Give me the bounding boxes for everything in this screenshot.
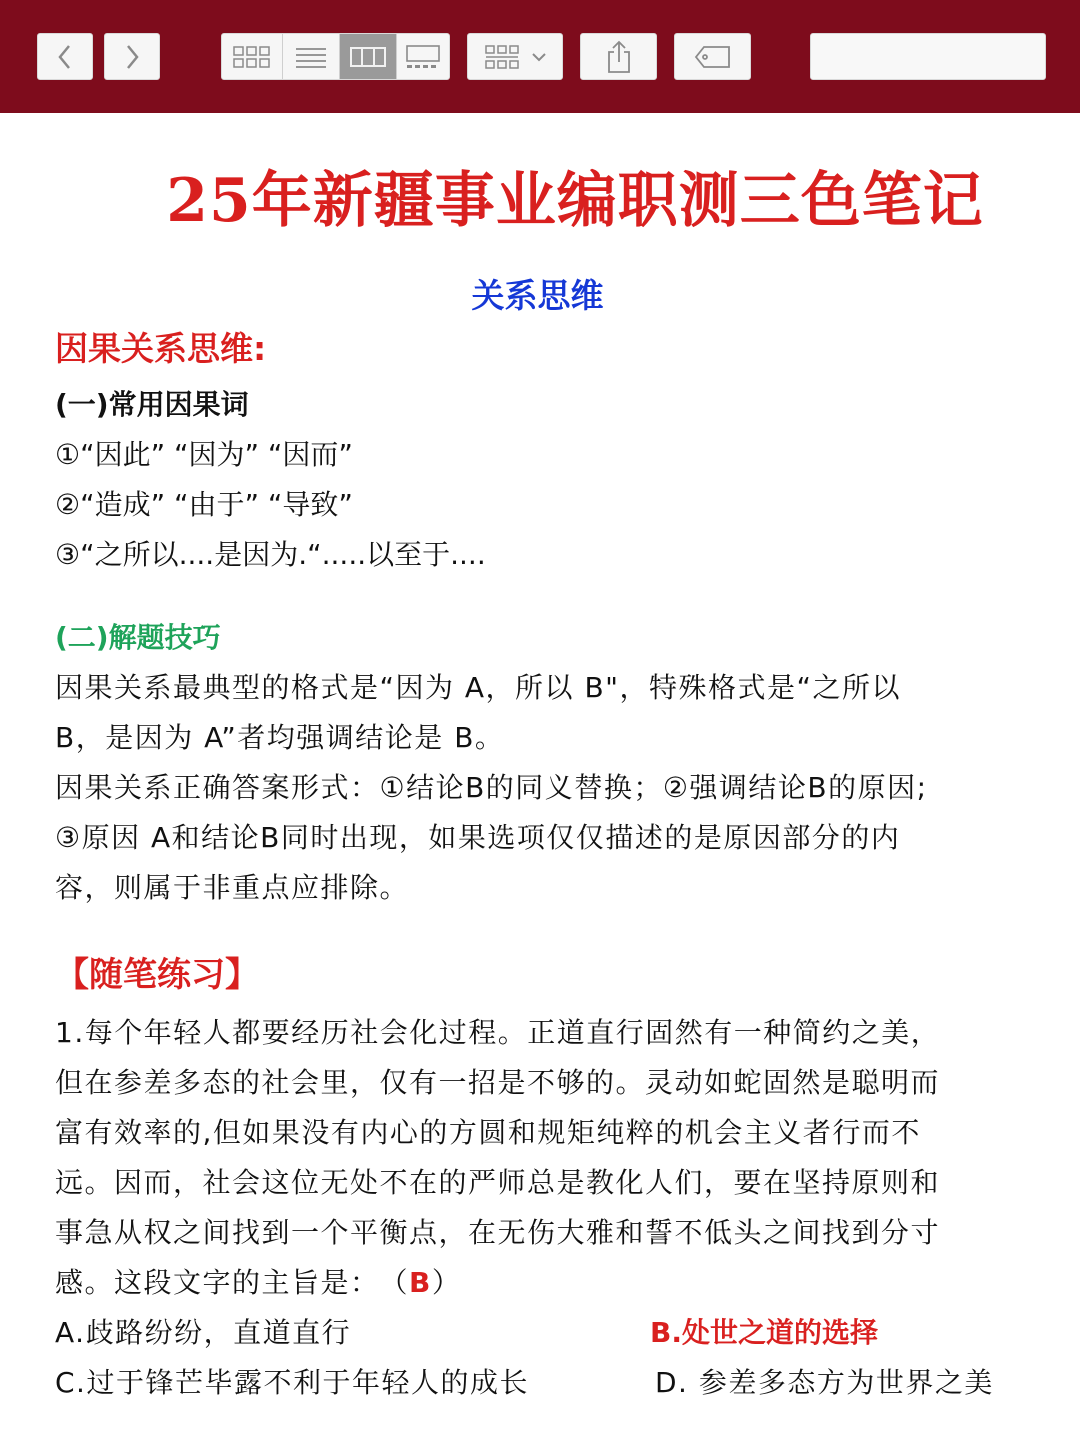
option-c: C.过于锋芒毕露不利于年轻人的成长 (55, 1366, 529, 1399)
grid-view-button[interactable] (222, 34, 282, 79)
forward-button[interactable] (104, 33, 160, 80)
view-mode-switcher (221, 33, 450, 80)
search-field[interactable] (810, 33, 1046, 80)
chevron-left-icon (55, 43, 75, 71)
document-page (0, 113, 1080, 1440)
option-b: B.处世之道的选择 (650, 1316, 878, 1349)
search-input[interactable] (823, 36, 1076, 78)
group-by-icon (482, 44, 522, 70)
answer-close: ） (431, 1266, 462, 1299)
cause-word-item: ③“之所以....是因为.“.....以至于.... (55, 538, 486, 571)
page-title: 25年新疆事业编职测三色笔记 (166, 166, 984, 236)
question-line: 1.每个年轻人都要经历社会化过程。正道直行固然有一种简约之美， (55, 1016, 941, 1049)
question-line: 但在参差多态的社会里，仅有一招是不够的。灵动如蛇固然是聪明而 (55, 1066, 941, 1099)
group-by-button[interactable] (467, 33, 563, 80)
part1-heading: (一)常用因果词 (55, 388, 249, 421)
question-line: 事急从权之间找到一个平衡点，在无伤大雅和誓不低头之间找到分寸 (55, 1216, 941, 1249)
share-button[interactable] (580, 33, 657, 80)
part2-heading: (二)解题技巧 (55, 621, 221, 654)
gallery-view-button[interactable] (396, 34, 449, 79)
practice-heading: 【随笔练习】 (55, 955, 259, 995)
column-view-button[interactable] (339, 34, 396, 79)
technique-line: 因果关系正确答案形式：①结论B的同义替换；②强调结论B的原因; (55, 771, 928, 804)
column-view-icon (349, 46, 387, 68)
grid-view-icon (232, 45, 272, 69)
question-last-line (55, 1263, 461, 1303)
gallery-view-icon (404, 44, 442, 70)
page-subtitle: 关系思维 (471, 276, 604, 315)
cause-word-item: ②“造成” “由于” “导致” (55, 488, 353, 521)
list-view-button[interactable] (282, 34, 339, 79)
technique-line: 容，则属于非重点应排除。 (55, 871, 410, 904)
cause-word-item: ①“因此” “因为” “因而” (55, 438, 353, 471)
back-button[interactable] (37, 33, 93, 80)
answer-letter: B (409, 1266, 432, 1299)
toolbar (0, 0, 1080, 113)
option-d: D. 参差多态方为世界之美 (655, 1366, 994, 1399)
tag-icon (693, 44, 733, 70)
option-a: A.歧路纷纷，直道直行 (55, 1316, 352, 1349)
chevron-down-icon (530, 50, 548, 64)
technique-line: ③原因 A和结论B同时出现，如果选项仅仅描述的是原因部分的内 (55, 821, 901, 854)
tag-button[interactable] (674, 33, 751, 80)
list-view-icon (294, 46, 328, 68)
technique-line: B，是因为 A”者均强调结论是 B。 (55, 721, 505, 754)
question-stem-end: 感。这段文字的主旨是： (55, 1266, 380, 1299)
chevron-right-icon (122, 43, 142, 71)
section-title: 因果关系思维: (55, 329, 267, 368)
technique-line: 因果关系最典型的格式是“因为 A，所以 B"，特殊格式是“之所以 (55, 671, 902, 704)
answer-open: （ (393, 1266, 410, 1299)
question-line: 远。因而，社会这位无处不在的严师总是教化人们，要在坚持原则和 (55, 1166, 941, 1199)
question-line: 富有效率的,但如果没有内心的方圆和规矩纯粹的机会主义者行而不 (55, 1116, 921, 1149)
share-icon (604, 40, 634, 74)
